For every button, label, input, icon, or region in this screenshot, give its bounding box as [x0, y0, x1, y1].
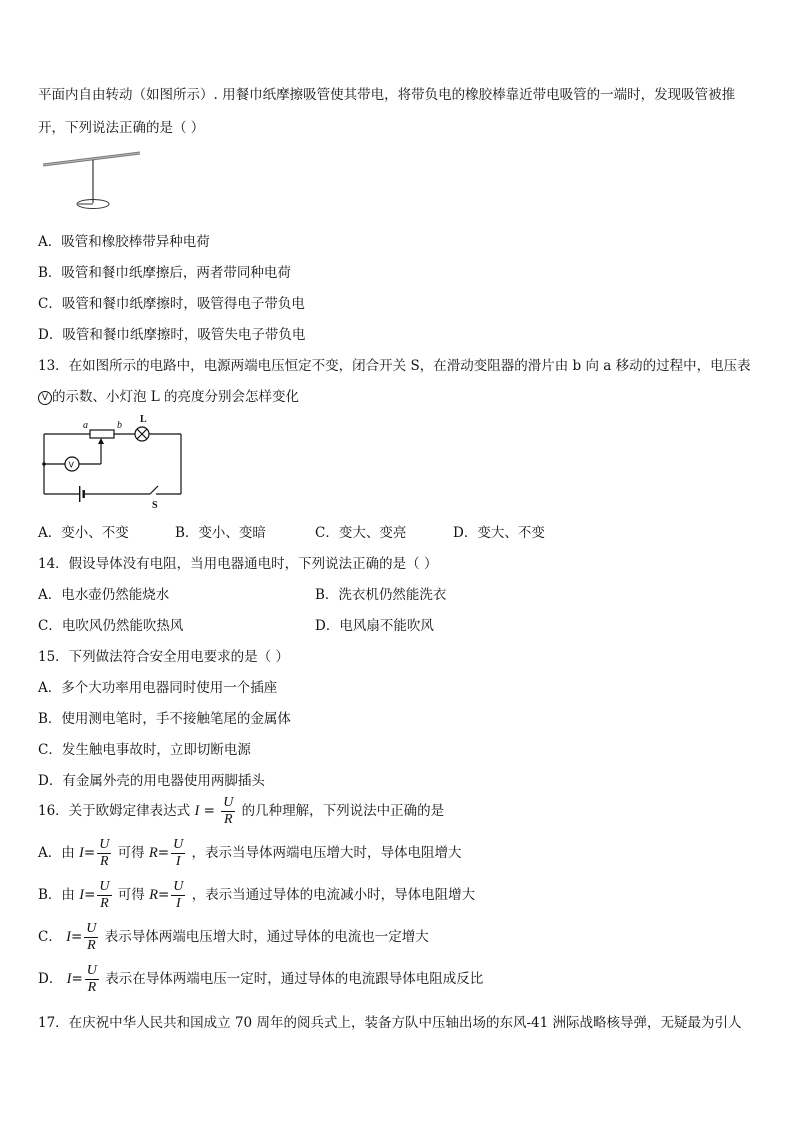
a-formula-r2: R: [148, 845, 158, 861]
q15-stem: 15．下列做法符合安全用电要求的是（ ）: [38, 649, 289, 665]
q16-a-pre: A．由: [38, 845, 75, 861]
q13-option-b: B．变小、变暗: [175, 525, 266, 541]
a-formula-r: R: [99, 854, 109, 869]
q16-option-d: [38, 964, 483, 995]
a-formula-i2: I: [175, 854, 181, 869]
q13-option-d: D．变大、不变: [453, 525, 545, 541]
q12-option-a: A．吸管和橡胶棒带异种电荷: [38, 234, 210, 250]
voltmeter-symbol: V: [38, 391, 52, 405]
q13-stem-line2: [38, 385, 299, 405]
circuit-label-s: S: [152, 500, 158, 511]
a-formula-i: I: [79, 845, 84, 861]
q16-d-pre: D．: [38, 971, 63, 987]
circuit-label-b: b: [117, 420, 122, 431]
q12-option-d: D．吸管和餐巾纸摩擦时，吸管失电子带负电: [38, 327, 306, 343]
a-formula-eq: =: [83, 845, 96, 861]
formula-i: I: [194, 803, 200, 819]
q12-option-c: C．吸管和餐巾纸摩擦时，吸管得电子带负电: [38, 296, 305, 312]
q16-a-get: 可得: [117, 845, 145, 861]
q16-stem-pre: 16．关于欧姆定律表达式: [38, 803, 191, 819]
b-formula-u: U: [99, 879, 110, 894]
b-formula-i2: I: [175, 896, 181, 911]
ohm-formula: [194, 795, 241, 827]
c-formula-fraction: [84, 922, 98, 953]
q16-b-get: 可得: [117, 887, 145, 903]
q12-stem-line2: 开，下列说法正确的是（ ）: [38, 120, 205, 136]
q15-option-d: D．有金属外壳的用电器使用两脚插头: [38, 773, 265, 789]
d-formula-u: U: [86, 963, 97, 978]
b-formula-r2: R: [149, 887, 158, 903]
b-formula-fraction-1: [97, 880, 111, 911]
q14-option-b: B．洗衣机仍然能洗衣: [315, 587, 447, 603]
b-formula-u2: U: [173, 879, 184, 894]
q16-b-pre: B．由: [38, 887, 75, 903]
d-formula-eq: =: [71, 971, 83, 987]
q12-option-b: B．吸管和餐巾纸摩擦后，两者带同种电荷: [38, 265, 291, 281]
b-formula-r: R: [100, 896, 109, 911]
q15-option-a: A．多个大功率用电器同时使用一个插座: [38, 680, 278, 696]
q16-option-b: [38, 880, 475, 911]
q16-option-a: [38, 838, 462, 869]
q14-stem: 14．假设导体没有电阻，当用电器通电时，下列说法正确的是（ ）: [38, 556, 438, 572]
b-formula-eq2: =: [157, 887, 170, 903]
a-formula-u: U: [99, 837, 110, 852]
b-formula-fraction-2: [171, 880, 185, 911]
q16-stem: [38, 796, 444, 827]
d-formula-i: I: [66, 971, 72, 987]
q13-stem-line1: 13．在如图所示的电路中，电源两端电压恒定不变，闭合开关 S，在滑动变阻器的滑片由 b 向 a 移动的过程中，电压表: [38, 358, 751, 374]
c-formula-eq: =: [70, 929, 83, 945]
q16-b-post: ，表示当通过导体的电流减小时，导体电阻增大: [191, 887, 476, 903]
straw-figure: [38, 148, 148, 210]
q16-c-pre: C．: [38, 929, 62, 945]
a-formula-fraction-2: [171, 838, 185, 869]
q15-option-c: C．发生触电事故时，立即切断电源: [38, 742, 251, 758]
formula-fraction: [221, 796, 235, 827]
c-formula-i: I: [66, 929, 71, 945]
q13-stem-line2-text: 的示数、小灯泡 L 的亮度分别会怎样变化: [52, 389, 300, 405]
q16-d-post: 表示在导体两端电压一定时，通过导体的电流跟导体电阻成反比: [105, 971, 484, 987]
b-formula-i: I: [79, 887, 85, 903]
q14-option-d: D．电风扇不能吹风: [315, 618, 434, 634]
c-formula-u: U: [86, 921, 97, 936]
formula-u: U: [223, 795, 234, 810]
q12-stem-line1: 平面内自由转动（如图所示）. 用餐巾纸摩擦吸管使其带电，将带负电的橡胶棒靠近带电吸管的一端时，发现吸管被推: [38, 87, 736, 103]
q13-option-c: C．变大、变亮: [315, 525, 407, 541]
circuit-label-v: V: [68, 460, 74, 470]
q16-stem-post: 的几种理解，下列说法中正确的是: [241, 803, 445, 819]
formula-r: R: [224, 812, 233, 827]
q16-a-post: ，表示当导体两端电压增大时，导体电阻增大: [191, 845, 462, 861]
q15-option-b: B．使用测电笔时，手不接触笔尾的金属体: [38, 711, 291, 727]
q17-stem-line1: 17．在庆祝中华人民共和国成立 70 周年的阅兵式上，装备方队中压轴出场的东风-41 洲际战略核导弹，无疑最为引人: [38, 1015, 742, 1031]
d-formula-r: R: [87, 980, 97, 995]
q16-c-post: 表示导体两端电压增大时，通过导体的电流也一定增大: [104, 929, 429, 945]
d-formula-fraction: [85, 964, 99, 995]
circuit-label-a: a: [83, 420, 88, 431]
b-formula-eq: =: [84, 887, 96, 903]
circuit-label-l: L: [140, 414, 147, 425]
q16-option-c: [38, 922, 429, 953]
a-formula-eq2: =: [157, 845, 170, 861]
circuit-diagram: [38, 412, 188, 511]
q14-option-a: A．电水壶仍然能烧水: [38, 587, 170, 603]
q14-option-c: C．电吹风仍然能吹热风: [38, 618, 184, 634]
a-formula-fraction-1: [97, 838, 111, 869]
a-formula-u2: U: [173, 837, 184, 852]
formula-eq: =: [203, 803, 215, 819]
c-formula-r: R: [87, 938, 96, 953]
q13-option-a: A．变小、不变: [38, 525, 129, 541]
